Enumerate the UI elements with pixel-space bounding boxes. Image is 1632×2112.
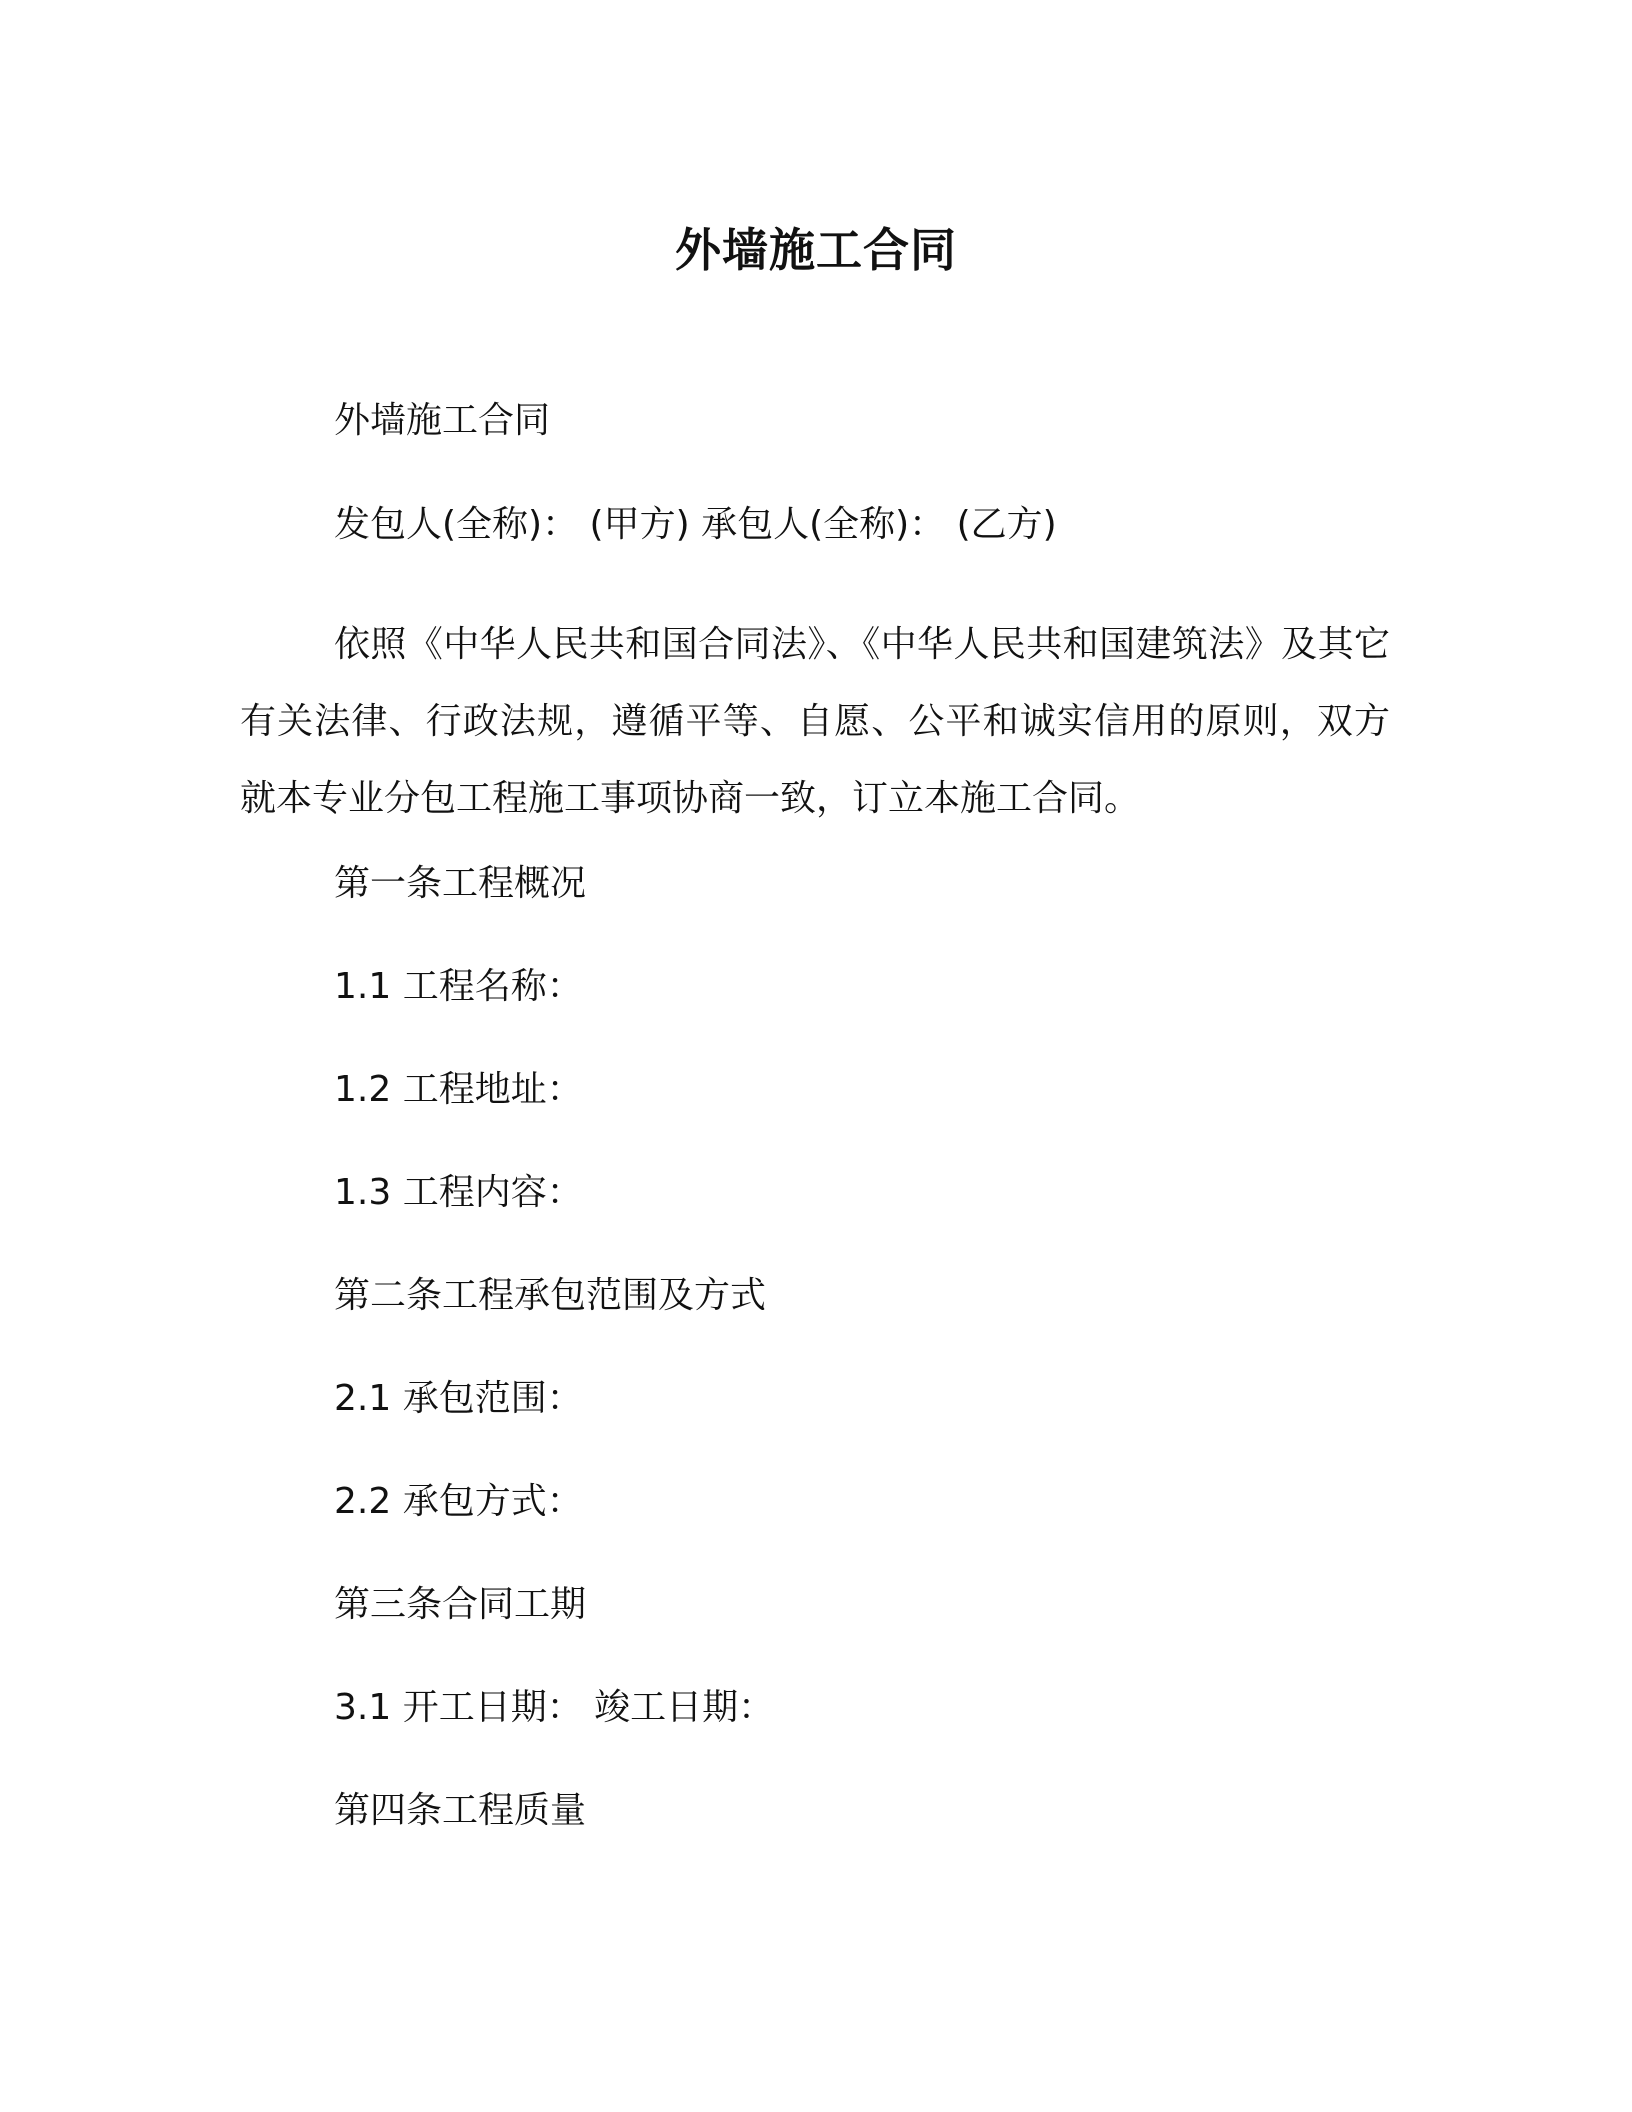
clause-1-3: 1.3 工程内容： [334,1172,583,1213]
clause-3-1: 3.1 开工日期： 竣工日期： [334,1687,775,1728]
clause-1-1: 1.1 工程名称： [334,966,583,1007]
section-heading-4: 第四条工程质量 [334,1790,587,1831]
document-subtitle: 外墙施工合同 [334,400,551,441]
clause-2-1: 2.1 承包范围： [334,1378,583,1419]
document-title: 外墙施工合同 [675,223,957,277]
clause-1-2: 1.2 工程地址： [334,1069,583,1110]
preamble-paragraph: 依照《中华人民共和国合同法》、《中华人民共和国建筑法》及其它有关法律、行政法规，遵循平等、自愿、公平和诚实信用的原则，双方就本专业分包工程施工事项协商一致，订立本施工合同。 [240,624,1390,819]
section-heading-1: 第一条工程概况 [334,863,587,904]
section-heading-3: 第三条合同工期 [334,1584,587,1625]
section-heading-2: 第二条工程承包范围及方式 [334,1275,767,1316]
parties-line: 发包人(全称)： (甲方) 承包人(全称)： (乙方) [334,504,1057,545]
clause-2-2: 2.2 承包方式： [334,1481,583,1522]
